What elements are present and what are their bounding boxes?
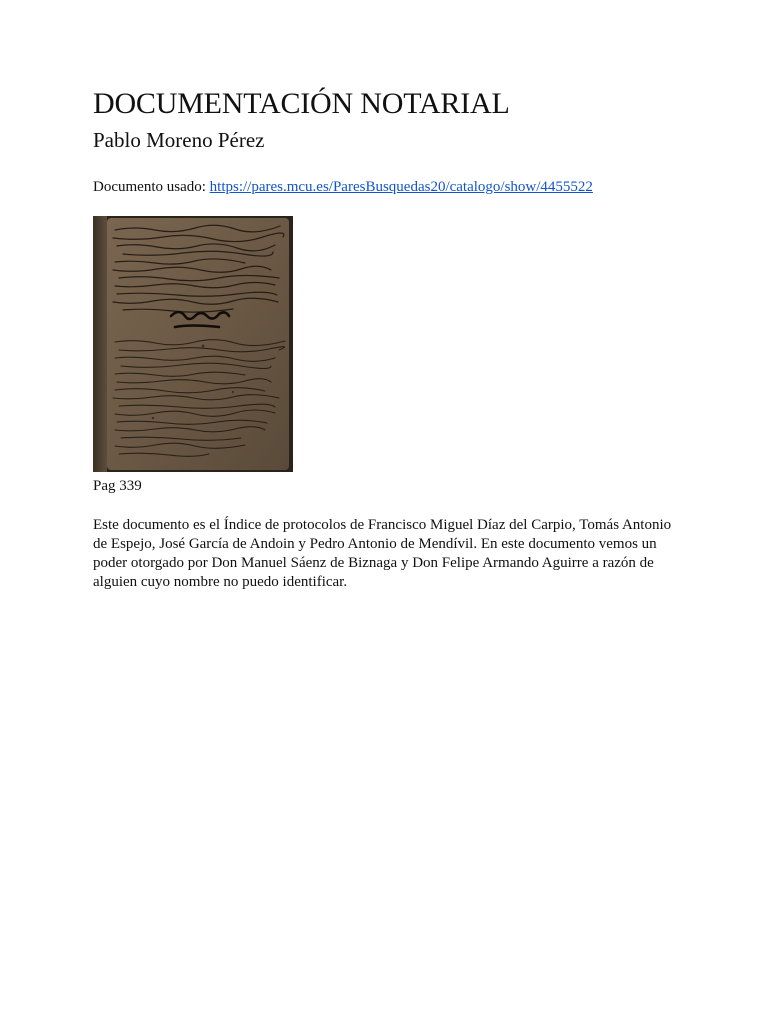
image-caption: Pag 339 (93, 478, 142, 494)
document-page (93, 84, 683, 592)
source-label: Documento usado: (93, 179, 210, 195)
document-author: Pablo Moreno Pérez (93, 128, 265, 152)
document-title: DOCUMENTACIÓN NOTARIAL (93, 87, 510, 120)
body-paragraph: Este documento es el Índice de protocolos de Francisco Miguel Díaz del Carpio, Tomás Antonio de Espejo, José García de Andoin y Pedro Antonio de Mendívil. En este documento vemos un poder otorgado por Don Manuel Sáenz de Biznaga y Don Felipe Armando Aguirre a razón de alguien cuyo nombre no puedo identificar. (93, 517, 672, 590)
source-line (93, 177, 683, 197)
manuscript-image (93, 216, 293, 472)
source-link[interactable]: https://pares.mcu.es/ParesBusquedas20/catalogo/show/4455522 (209, 179, 593, 195)
